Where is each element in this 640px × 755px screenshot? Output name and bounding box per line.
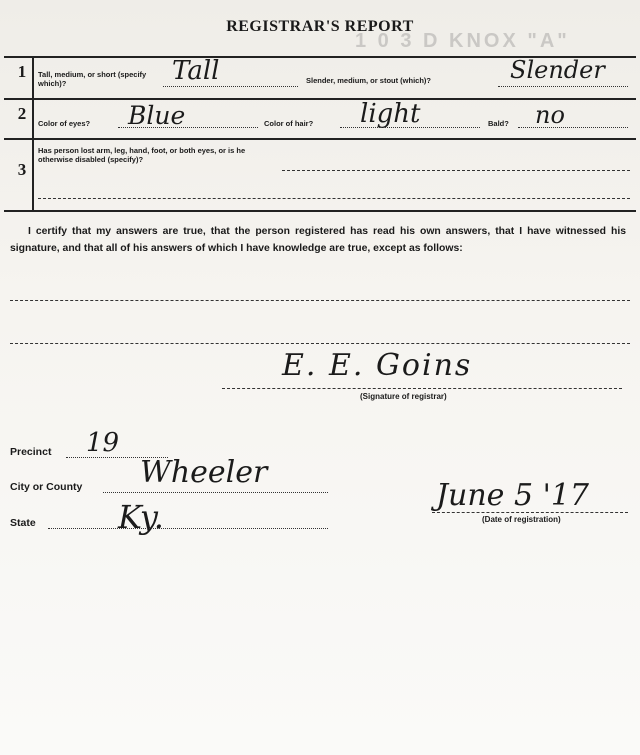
row3-line-2 [38,198,630,199]
exception-line-2 [10,343,630,344]
row2-eyes-line [118,127,258,128]
row1-question-build: Slender, medium, or stout (which)? [306,76,432,85]
signature-caption: (Signature of registrar) [360,392,447,401]
row1-answer-build: Slender [510,56,605,84]
row-number-1: 1 [17,62,27,81]
row2-hair-line [340,127,480,128]
precinct-label: Precinct [10,446,52,458]
row1-question-height: Tall, medium, or short (specify which)? [38,70,147,88]
row2-answer-hair: light [360,99,421,129]
row2-question-hair: Color of hair? [264,119,314,128]
state-value: Ky. [118,498,164,536]
row2-answer-bald: no [535,101,565,129]
state-label: State [10,517,36,529]
exception-line-1 [10,300,630,301]
registration-date-caption: (Date of registration) [482,515,561,524]
city-county-value: Wheeler [140,455,268,490]
precinct-value: 19 [86,428,120,458]
number-column-divider [32,56,34,210]
signature-line [222,388,622,389]
row3-line-1 [282,170,630,171]
row3-question-disability: Has person lost arm, leg, hand, foot, or both eyes, or is he otherwise disabled (specify)? [38,146,246,164]
registration-date-line [432,512,628,513]
knox-stamp: 1 0 3 D KNOX "A" [355,30,570,52]
row-divider-1 [4,98,636,100]
row1-answer-line [163,86,298,87]
row-divider-2 [4,138,636,140]
row2-question-bald: Bald? [488,119,509,128]
registrar-signature: E. E. Goins [282,348,473,383]
state-line [48,528,328,529]
row2-question-eyes: Color of eyes? [38,119,91,128]
city-county-label: City or County [10,481,83,493]
city-county-line [103,492,328,493]
form-title: REGISTRAR'S REPORT [226,18,414,35]
table-bottom-border [4,210,636,212]
row-number-3: 3 [17,160,27,179]
certification-text: I certify that my answers are true, that the person registered has read his own answers, that I have witnessed his signature, and that all of his answers of which I have knowledge are true, except as follows: [10,226,626,254]
row1-answer-height: Tall [172,56,220,86]
row-number-2: 2 [17,104,27,123]
row1-build-line [498,86,628,87]
registration-date-value: June 5 '17 [436,478,590,513]
row2-bald-line [518,127,628,128]
row2-answer-eyes: Blue [128,101,186,130]
